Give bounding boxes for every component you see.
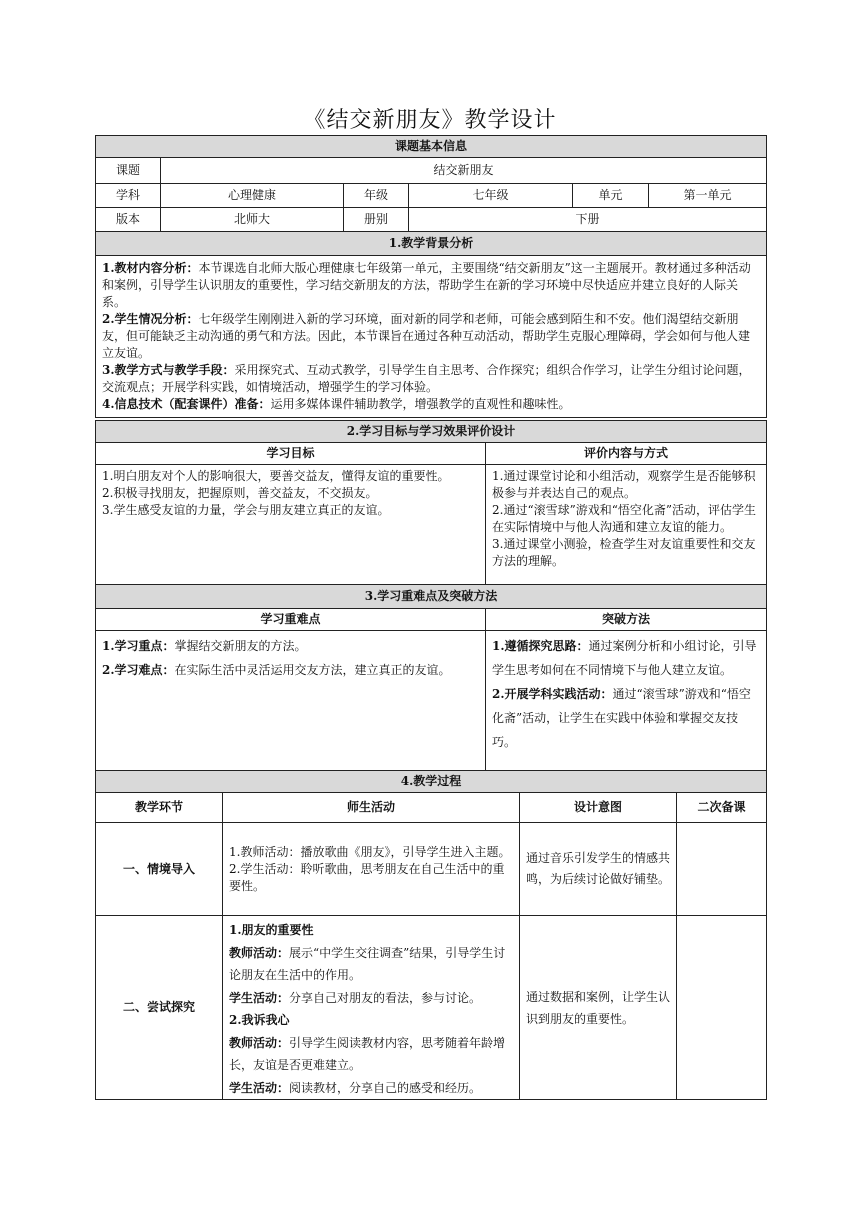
stage-intent: 通过数据和案例，让学生认识到朋友的重要性。: [520, 916, 677, 1100]
process-col-stage: 教学环节: [96, 793, 223, 823]
activity-item: 学生活动：分享自己对朋友的看法，参与讨论。: [229, 990, 482, 1005]
evals-col-header: 评价内容与方式: [486, 443, 767, 465]
goal-item: 1.明白朋友对个人的影响很大，要善交益友，懂得友谊的重要性。: [102, 469, 450, 483]
eval-item: 1.通过课堂讨论和小组活动，观察学生是否能够积极参与并表达自己的观点。: [492, 469, 756, 500]
unit-label: 单元: [573, 184, 649, 208]
evals-cell: [486, 465, 767, 585]
unit-value: 第一单元: [649, 184, 767, 208]
stage-activities: [223, 823, 520, 916]
background-item: 4.信息技术（配套课件）准备：运用多媒体课件辅助教学，增强教学的直观性和趣味性。: [102, 397, 571, 411]
method-item: 1.遵循探究思路：通过案例分析和小组讨论，引导学生思考如何在不同情境下与他人建立友谊。: [492, 639, 757, 677]
methods-col-header: 突破方法: [486, 609, 767, 631]
activity-item: 学生活动：阅读教材，分享自己的感受和经历。: [229, 1080, 482, 1095]
process-col-revision: 二次备课: [677, 793, 767, 823]
grade-value: 七年级: [409, 184, 573, 208]
activity-item: 2.学生活动：聆听歌曲，思考朋友在自己生活中的重要性。: [229, 861, 505, 893]
edition-value: 北师大: [161, 208, 344, 232]
basic-info-header: 课题基本信息: [96, 136, 767, 158]
method-item: 2.开展学科实践活动：通过“滚雪球”游戏和“悟空化斋”活动，让学生在实践中体验和掌握交友技巧。: [492, 687, 751, 749]
eval-item: 3.通过课堂小测验，检查学生对友谊重要性和交友方法的理解。: [492, 537, 756, 568]
activity-item: 教师活动：引导学生阅读教材内容，思考随着年龄增长，友谊是否更难建立。: [229, 1035, 506, 1072]
process-col-activity: 师生活动: [223, 793, 520, 823]
keypoints-col-header: 学习重难点: [96, 609, 486, 631]
goals-col-header: 学习目标: [96, 443, 486, 465]
objectives-header: 2.学习目标与学习效果评价设计: [96, 421, 767, 443]
stage-revision: [677, 916, 767, 1100]
subject-label: 学科: [96, 184, 161, 208]
methods-cell: [486, 631, 767, 771]
stage-activities: [223, 916, 520, 1100]
keypoint-item: 1.学习重点：掌握结交新朋友的方法。: [102, 639, 307, 653]
process-header: 4.教学过程: [96, 771, 767, 793]
keypoints-header: 3.学习重难点及突破方法: [96, 585, 767, 609]
stage-intent: 通过音乐引发学生的情感共鸣，为后续讨论做好铺垫。: [520, 823, 677, 916]
keypoint-item: 2.学习难点：在实际生活中灵活运用交友方法，建立真正的友谊。: [102, 663, 451, 677]
goal-item: 3.学生感受友谊的力量，学会与朋友建立真正的友谊。: [102, 503, 390, 517]
document-title: 《结交新朋友》教学设计: [303, 108, 557, 133]
subject-value: 心理健康: [161, 184, 344, 208]
activity-item: 1.教师活动：播放歌曲《朋友》，引导学生进入主题。: [229, 844, 511, 859]
topic-value: 结交新朋友: [161, 158, 767, 184]
background-header: 1.教学背景分析: [96, 232, 767, 256]
basic-info-table: [95, 135, 767, 418]
background-item: 1.教材内容分析：本节课选自北师大版心理健康七年级第一单元，主要围绕“结交新朋友”这一主题展开。教材通过多种活动和案例，引导学生认识朋友的重要性，学习结交新朋友的方法，帮助学生在新的学习环境中尽快适应并建立良好的人际关系。: [102, 261, 751, 309]
background-item: 3.教学方式与教学手段：采用探究式、互动式教学，引导学生自主思考、合作探究；组织合作学习，让学生分组讨论问题，交流观点；开展学科实践，如情境活动，增强学生的学习体验。: [102, 363, 751, 394]
stage-revision: [677, 823, 767, 916]
grade-label: 年级: [344, 184, 409, 208]
process-table: [95, 770, 767, 1100]
stage-name: 一、情境导入: [96, 823, 223, 916]
process-col-intent: 设计意图: [520, 793, 677, 823]
goal-item: 2.积极寻找朋友，把握原则，善交益友，不交损友。: [102, 486, 378, 500]
objectives-table: [95, 420, 767, 771]
volume-value: 下册: [409, 208, 767, 232]
keypoints-cell: [96, 631, 486, 771]
activity-subheading: 2.我诉我心: [229, 1013, 290, 1027]
goals-cell: [96, 465, 486, 585]
edition-label: 版本: [96, 208, 161, 232]
eval-item: 2.通过“滚雪球”游戏和“悟空化斋”活动，评估学生在实际情境中与他人沟通和建立友谊的能力。: [492, 503, 756, 534]
background-item: 2.学生情况分析：七年级学生刚刚进入新的学习环境，面对新的同学和老师，可能会感到陌生和不安。他们渴望结交新朋友，但可能缺乏主动沟通的勇气和方法。因此，本节课旨在通过各种互动活动，帮助学生克服心理障碍，学会如何与他人建立友谊。: [102, 312, 751, 360]
topic-label: 课题: [96, 158, 161, 184]
background-content: [96, 256, 767, 418]
volume-label: 册别: [344, 208, 409, 232]
activity-item: 教师活动：展示“中学生交往调查”结果，引导学生讨论朋友在生活中的作用。: [229, 945, 506, 982]
activity-subheading: 1.朋友的重要性: [229, 923, 314, 937]
stage-name: 二、尝试探究: [96, 916, 223, 1100]
